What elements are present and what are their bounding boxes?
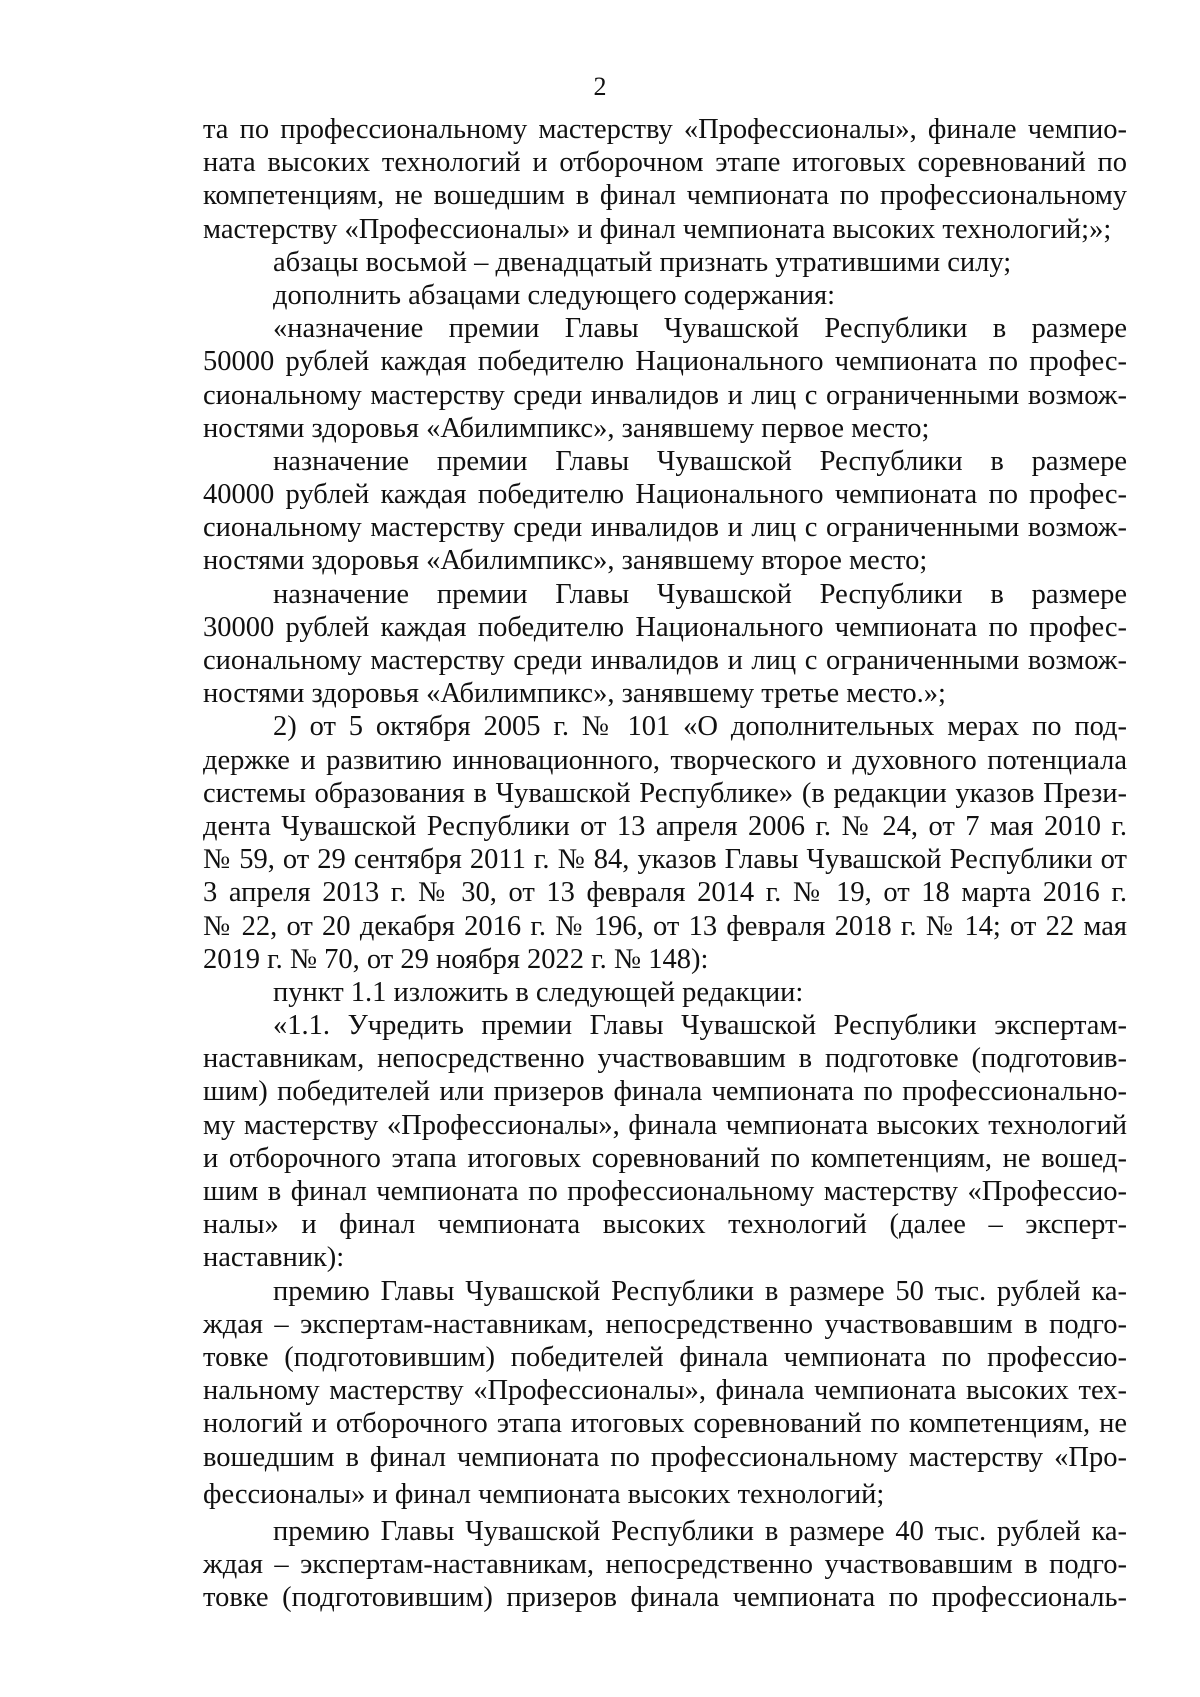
text-line: сиональному мастерству среди инвалидов и лиц с ограниченными возмож- (203, 512, 1127, 544)
text-line: ностями здоровья «Абилимпикс», занявшему первое место; (203, 412, 930, 444)
text-line: вошедшим в финал чемпионата по профессиональному мастерству «Про- (203, 1441, 1127, 1473)
text-line: сиональному мастерству среди инвалидов и лиц с ограниченными возмож- (203, 379, 1127, 411)
text-line: мастерству «Профессионалы» и финал чемпионата высоких технологий;»; (203, 213, 1112, 245)
text-line: назначение премии Главы Чувашской Республики в размере (273, 445, 1127, 477)
text-line: премию Главы Чувашской Республики в размере 50 тыс. рублей ка- (273, 1275, 1127, 1307)
text-line: 2) от 5 октября 2005 г. № 101 «О дополнительных мерах по под- (273, 711, 1127, 743)
text-line: нологий и отборочного этапа итоговых соревнований по компетенциям, не (203, 1408, 1127, 1440)
text-line: дента Чувашской Республики от 13 апреля 2006 г. № 24, от 7 мая 2010 г. (203, 810, 1127, 842)
text-line: налы» и финал чемпионата высоких технологий (далее – эксперт- (203, 1209, 1127, 1241)
text-line: абзацы восьмой – двенадцатый признать утратившими силу; (273, 246, 1012, 278)
text-line: № 59, от 29 сентября 2011 г. № 84, указов Главы Чувашской Республики от (203, 844, 1127, 876)
text-line: ната высоких технологий и отборочном этапе итоговых соревнований по (203, 147, 1127, 179)
text-line: пункт 1.1 изложить в следующей редакции: (273, 976, 804, 1008)
text-line: фессионалы» и финал чемпионата высоких технологий; (203, 1478, 885, 1510)
text-line: «назначение премии Главы Чувашской Республики в размере (273, 313, 1127, 345)
text-line: 30000 рублей каждая победителю Национального чемпионата по профес- (203, 611, 1127, 643)
text-line: наставник): (203, 1242, 345, 1274)
text-line: ждая – экспертам-наставникам, непосредственно участвовавшим в подго- (203, 1308, 1127, 1340)
document-body (203, 113, 1127, 1614)
text-line: 2019 г. № 70, от 29 ноября 2022 г. № 148): (203, 943, 709, 975)
text-line: товке (подготовившим) призеров финала чемпионата по профессиональ- (203, 1582, 1127, 1614)
text-line: ностями здоровья «Абилимпикс», занявшему второе место; (203, 545, 928, 577)
text-line: «1.1. Учредить премии Главы Чувашской Республики экспертам- (273, 1010, 1127, 1042)
text-line: шим в финал чемпионата по профессиональному мастерству «Профессио- (203, 1176, 1127, 1207)
text-line: 40000 рублей каждая победителю Национального чемпионата по профес- (203, 479, 1127, 511)
text-line: системы образования в Чувашской Республике» (в редакции указов Прези- (203, 777, 1127, 809)
text-line: товке (подготовившим) победителей финала чемпионата по профессио- (203, 1341, 1127, 1373)
text-line: та по профессиональному мастерству «Профессионалы», финале чемпио- (203, 114, 1127, 145)
text-line: шим) победителей или призеров финала чемпионата по профессионально- (203, 1076, 1127, 1108)
text-line: № 22, от 20 декабря 2016 г. № 196, от 13 февраля 2018 г. № 14; от 22 мая (203, 910, 1127, 942)
text-line: премию Главы Чувашской Республики в размере 40 тыс. рублей ка- (273, 1515, 1127, 1547)
text-line: назначение премии Главы Чувашской Республики в размере (273, 578, 1127, 610)
text-line: му мастерству «Профессионалы», финала чемпионата высоких технологий (203, 1109, 1127, 1141)
page-number: 2 (593, 72, 607, 101)
text-line: сиональному мастерству среди инвалидов и лиц с ограниченными возмож- (203, 645, 1127, 676)
text-line: 50000 рублей каждая победителю Национального чемпионата по профес- (203, 346, 1127, 378)
text-line: и отборочного этапа итоговых соревнований по компетенциям, не вошед- (203, 1142, 1127, 1174)
text-line: компетенциям, не вошедшим в финал чемпионата по профессиональному (203, 180, 1127, 212)
text-line: 3 апреля 2013 г. № 30, от 13 февраля 2014 г. № 19, от 18 марта 2016 г. (203, 877, 1127, 909)
text-line: ждая – экспертам-наставникам, непосредственно участвовавшим в подго- (203, 1549, 1127, 1581)
text-line: дополнить абзацами следующего содержания: (273, 279, 836, 311)
text-line: нальному мастерству «Профессионалы», финала чемпионата высоких тех- (203, 1375, 1127, 1407)
text-line: держке и развитию инновационного, творческого и духовного потенциала (203, 744, 1127, 776)
text-line: наставникам, непосредственно участвовавшим в подготовке (подготовив- (203, 1043, 1127, 1075)
text-line: ностями здоровья «Абилимпикс», занявшему третье место.»; (203, 678, 946, 710)
